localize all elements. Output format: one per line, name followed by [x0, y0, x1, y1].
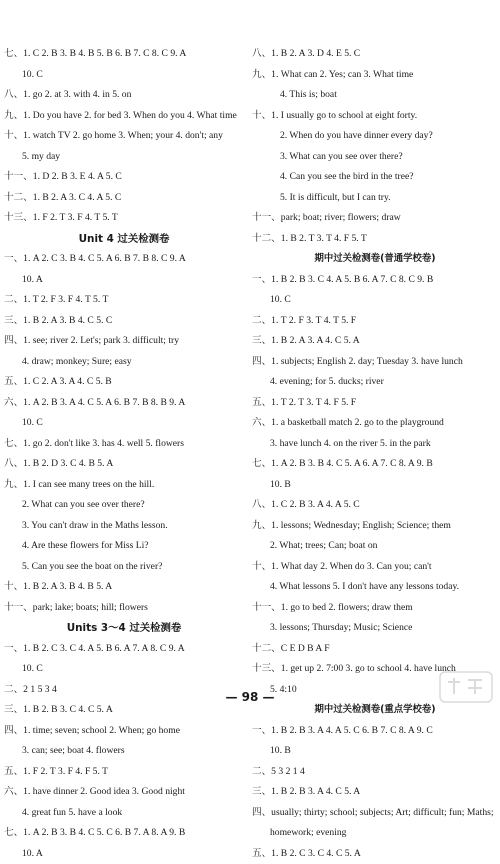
answer-line: 2. When do you have dinner every day? [252, 126, 498, 147]
answer-line: 二、1. T 2. F 3. F 4. T 5. T [4, 290, 244, 311]
answer-line: 八、1. C 2. B 3. A 4. A 5. C [252, 495, 498, 516]
answer-line: 十一、park; boat; river; flowers; draw [252, 208, 498, 229]
answer-line: 五、1. C 2. A 3. A 4. C 5. B [4, 372, 244, 393]
answer-line: 5. 4:10 [252, 680, 498, 701]
answer-line: 10. A [4, 270, 244, 291]
answer-line: 4. This is; boat [252, 85, 498, 106]
answer-line: 10. B [252, 741, 498, 762]
answer-line: 九、1. What can 2. Yes; can 3. What time [252, 65, 498, 86]
answer-line: 九、1. Do you have 2. for bed 3. When do you 4. What time [4, 106, 244, 127]
answer-line: 三、1. B 2. A 3. A 4. C 5. A [252, 331, 498, 352]
answer-line: 10. C [4, 659, 244, 680]
answer-line: 10. B [252, 475, 498, 496]
answer-line: 4. Can you see the bird in the tree? [252, 167, 498, 188]
answer-line: 3. lessons; Thursday; Music; Science [252, 618, 498, 639]
answer-line: 八、1. B 2. A 3. D 4. E 5. C [252, 44, 498, 65]
answer-line: 3. You can't draw in the Maths lesson. [4, 516, 244, 537]
answer-line: 4. What lessons 5. I don't have any lessons today. [252, 577, 498, 598]
answer-line: 十一、park; lake; boats; hill; flowers [4, 598, 244, 619]
section-heading: 期中过关检测卷(普通学校卷) [252, 249, 498, 270]
answer-line: 2. What can you see over there? [4, 495, 244, 516]
answer-line: 十二、1. B 2. A 3. C 4. A 5. C [4, 188, 244, 209]
answer-line: 一、1. A 2. C 3. B 4. C 5. A 6. B 7. B 8. C 9. A [4, 249, 244, 270]
answer-line: 七、1. go 2. don't like 3. has 4. well 5. flowers [4, 434, 244, 455]
answer-line: 十、1. What day 2. When do 3. Can you; can't [252, 557, 498, 578]
answer-line: 四、usually; thirty; school; subjects; Art; difficult; fun; Maths; [252, 803, 498, 824]
answer-line: 三、1. B 2. B 3. A 4. C 5. A [252, 782, 498, 803]
answer-line: 七、1. C 2. B 3. B 4. B 5. B 6. B 7. C 8. C 9. A [4, 44, 244, 65]
answer-line: 三、1. B 2. B 3. C 4. C 5. A [4, 700, 244, 721]
answer-line: 十、1. watch TV 2. go home 3. When; your 4. don't; any [4, 126, 244, 147]
answer-line: 5. my day [4, 147, 244, 168]
answer-line: 四、1. see; river 2. Let's; park 3. difficult; try [4, 331, 244, 352]
answer-line: homework; evening [252, 823, 498, 844]
watermark-logo [438, 670, 494, 704]
answer-line: 4. Are these flowers for Miss Li? [4, 536, 244, 557]
answer-line: 10. C [252, 290, 498, 311]
section-heading: Units 3～4 过关检测卷 [4, 618, 244, 639]
answer-line: 4. draw; monkey; Sure; easy [4, 352, 244, 373]
answer-line: 一、1. B 2. B 3. C 4. A 5. B 6. A 7. C 8. C 9. B [252, 270, 498, 291]
answer-line: 六、1. have dinner 2. Good idea 3. Good night [4, 782, 244, 803]
answer-line: 八、1. B 2. D 3. C 4. B 5. A [4, 454, 244, 475]
answer-line: 六、1. A 2. B 3. A 4. C 5. A 6. B 7. B 8. B 9. A [4, 393, 244, 414]
answer-line: 六、1. a basketball match 2. go to the playground [252, 413, 498, 434]
answer-line: 七、1. A 2. B 3. B 4. C 5. C 6. B 7. A 8. A 9. B [4, 823, 244, 844]
answer-line: 3. What can you see over there? [252, 147, 498, 168]
answer-line: 八、1. go 2. at 3. with 4. in 5. on [4, 85, 244, 106]
answer-line: 3. have lunch 4. on the river 5. in the park [252, 434, 498, 455]
answer-line: 九、1. I can see many trees on the hill. [4, 475, 244, 496]
answer-line: 三、1. B 2. A 3. B 4. C 5. C [4, 311, 244, 332]
answer-line: 十、1. I usually go to school at eight forty. [252, 106, 498, 127]
answer-line: 二、5 3 2 1 4 [252, 762, 498, 783]
right-column [252, 44, 498, 864]
answer-line: 四、1. time; seven; school 2. When; go home [4, 721, 244, 742]
answer-line: 4. great fun 5. have a look [4, 803, 244, 824]
answer-line: 七、1. A 2. B 3. B 4. C 5. A 6. A 7. C 8. A 9. B [252, 454, 498, 475]
answer-line: 一、1. B 2. C 3. C 4. A 5. B 6. A 7. A 8. C 9. A [4, 639, 244, 660]
answer-line: 十一、1. go to bed 2. flowers; draw them [252, 598, 498, 619]
answer-line: 4. evening; for 5. ducks; river [252, 372, 498, 393]
answer-line: 十二、1. B 2. T 3. T 4. F 5. T [252, 229, 498, 250]
answer-line: 十三、1. F 2. T 3. F 4. T 5. T [4, 208, 244, 229]
answer-line: 10. C [4, 413, 244, 434]
answer-line: 5. Can you see the boat on the river? [4, 557, 244, 578]
answer-line: 十二、C E D B A F [252, 639, 498, 660]
answer-line: 二、1. T 2. F 3. T 4. T 5. F [252, 311, 498, 332]
answer-line: 五、1. T 2. T 3. T 4. F 5. F [252, 393, 498, 414]
answer-line: 十、1. B 2. A 3. B 4. B 5. A [4, 577, 244, 598]
answer-line: 九、1. lessons; Wednesday; English; Science; them [252, 516, 498, 537]
answer-line: 十三、1. get up 2. 7:00 3. go to school 4. have lunch [252, 659, 498, 680]
answer-line: 五、1. B 2. C 3. C 4. C 5. A [252, 844, 498, 864]
answer-line: 十一、1. D 2. B 3. E 4. A 5. C [4, 167, 244, 188]
answer-line: 5. It is difficult, but I can try. [252, 188, 498, 209]
answer-line: 2. What; trees; Can; boat on [252, 536, 498, 557]
section-heading: Unit 4 过关检测卷 [4, 229, 244, 250]
left-column [4, 44, 244, 864]
page-number: — 98 — [0, 690, 500, 704]
answer-line: 四、1. subjects; English 2. day; Tuesday 3. have lunch [252, 352, 498, 373]
answer-line: 一、1. B 2. B 3. A 4. A 5. C 6. B 7. C 8. A 9. C [252, 721, 498, 742]
answer-line: 二、2 1 5 3 4 [4, 680, 244, 701]
answer-line: 五、1. F 2. T 3. F 4. F 5. T [4, 762, 244, 783]
answer-line: 10. A [4, 844, 244, 864]
answer-line: 10. C [4, 65, 244, 86]
section-heading: 期中过关检测卷(重点学校卷) [252, 700, 498, 721]
answer-line: 3. can; see; boat 4. flowers [4, 741, 244, 762]
